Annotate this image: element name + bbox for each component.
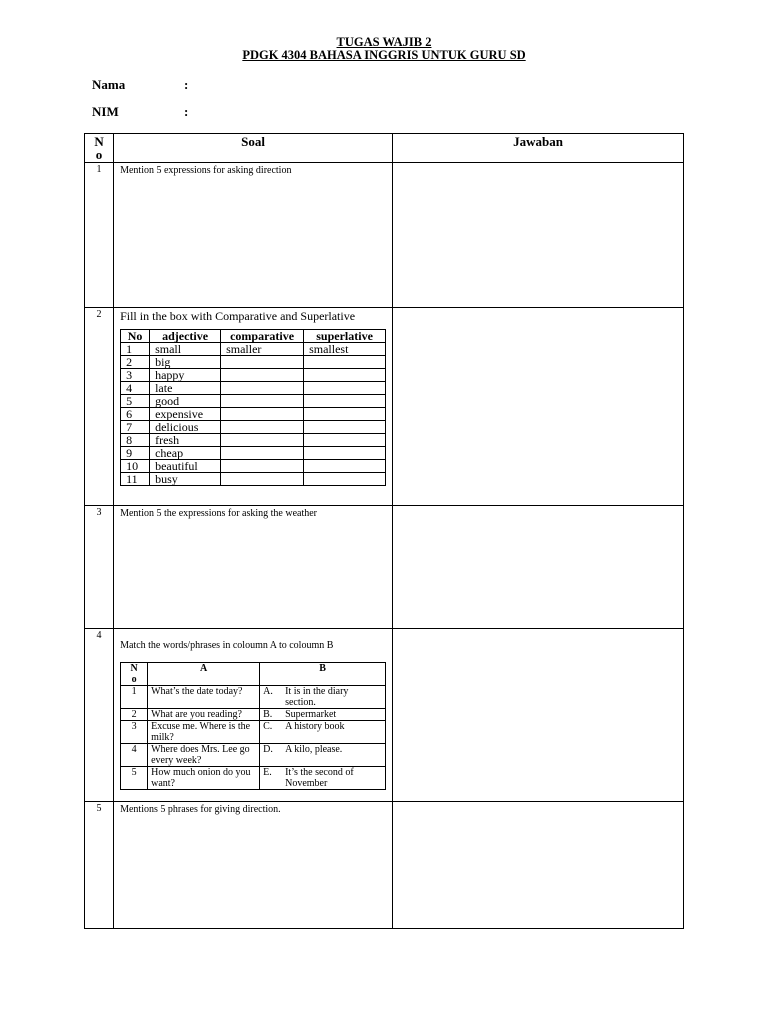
match-phrase-b: [260, 709, 386, 721]
match-no: 1: [121, 686, 148, 709]
question-number: 1: [85, 163, 114, 308]
adj-comparative[interactable]: [221, 356, 304, 369]
match-row: [121, 767, 386, 790]
question-text: Mention 5 the expressions for asking the weather: [120, 508, 317, 519]
match-header-b: B: [260, 663, 386, 686]
adj-no: 10: [121, 460, 150, 473]
adj-no: 1: [121, 343, 150, 356]
adj-comparative[interactable]: [221, 473, 304, 486]
adj-no: 7: [121, 421, 150, 434]
adj-no: 3: [121, 369, 150, 382]
match-letter: E.: [263, 767, 272, 778]
adj-no: 2: [121, 356, 150, 369]
match-phrase-b: [260, 686, 386, 709]
adj-no: 9: [121, 447, 150, 460]
adj-header-no: No: [121, 330, 150, 343]
match-answer-text: A history book: [285, 721, 345, 732]
question-number: 4: [85, 629, 114, 802]
adj-comparative[interactable]: [221, 447, 304, 460]
match-row: [121, 721, 386, 744]
nim-field: [92, 104, 189, 120]
answer-cell[interactable]: [393, 163, 684, 308]
adj-superlative[interactable]: [304, 421, 386, 434]
adj-word: late: [150, 382, 221, 395]
header-row: [85, 134, 684, 163]
adj-word: fresh: [150, 434, 221, 447]
match-answer-text: It is in the diary section.: [285, 686, 349, 708]
question-number: 3: [85, 506, 114, 629]
match-letter: A.: [263, 686, 273, 697]
match-header-no: N o: [121, 663, 148, 686]
match-phrase-a: Where does Mrs. Lee go every week?: [148, 744, 260, 767]
adjective-row: [121, 382, 386, 395]
assignment-title: TUGAS WAJIB 2: [336, 35, 432, 49]
adj-superlative[interactable]: [304, 382, 386, 395]
adjective-row: [121, 473, 386, 486]
match-row: [121, 709, 386, 721]
adjective-row: [121, 421, 386, 434]
adj-header-adjective: adjective: [150, 330, 221, 343]
adj-no: 11: [121, 473, 150, 486]
adj-word: good: [150, 395, 221, 408]
question-row-5: [85, 802, 684, 929]
match-no: 2: [121, 709, 148, 721]
adj-comparative[interactable]: smaller: [221, 343, 304, 356]
adj-no: 6: [121, 408, 150, 421]
match-letter: C.: [263, 721, 273, 732]
adj-comparative[interactable]: [221, 382, 304, 395]
match-phrase-b: [260, 721, 386, 744]
adjective-row: [121, 434, 386, 447]
adj-no: 4: [121, 382, 150, 395]
adjective-row: [121, 356, 386, 369]
adj-superlative[interactable]: smallest: [304, 343, 386, 356]
match-answer-text: A kilo, please.: [285, 744, 343, 755]
adj-word: busy: [150, 473, 221, 486]
question-number: 2: [85, 308, 114, 506]
match-phrase-a: How much onion do you want?: [148, 767, 260, 790]
match-phrase-a: What are you reading?: [148, 709, 260, 721]
nim-colon: :: [184, 104, 189, 119]
match-letter: D.: [263, 744, 273, 755]
question-text: Match the words/phrases in coloumn A to coloumn B: [120, 640, 334, 651]
match-no: 3: [121, 721, 148, 744]
adj-comparative[interactable]: [221, 460, 304, 473]
match-no: 5: [121, 767, 148, 790]
question-row-2: [85, 308, 684, 506]
match-phrase-b: [260, 767, 386, 790]
adjective-row: [121, 395, 386, 408]
adj-no: 5: [121, 395, 150, 408]
adj-superlative[interactable]: [304, 434, 386, 447]
question-text: Mention 5 expressions for asking direction: [120, 165, 292, 176]
adj-word: cheap: [150, 447, 221, 460]
adj-word: delicious: [150, 421, 221, 434]
match-letter: B.: [263, 709, 273, 720]
match-phrase-a: What’s the date today?: [148, 686, 260, 709]
adj-superlative[interactable]: [304, 447, 386, 460]
name-colon: :: [184, 77, 189, 92]
match-answer-text: Supermarket: [285, 709, 337, 720]
adjective-table: [120, 329, 386, 486]
answer-cell[interactable]: [393, 506, 684, 629]
match-answer-text: It’s the second of November: [285, 767, 354, 789]
answer-cell[interactable]: [393, 629, 684, 802]
adj-word: big: [150, 356, 221, 369]
adj-superlative[interactable]: [304, 395, 386, 408]
matching-table: [120, 662, 386, 790]
adj-word: happy: [150, 369, 221, 382]
adj-word: expensive: [150, 408, 221, 421]
match-row: [121, 686, 386, 709]
match-phrase-a: Excuse me. Where is the milk?: [148, 721, 260, 744]
assignment-table: [84, 133, 684, 929]
question-number: 5: [85, 802, 114, 929]
adjective-row: [121, 460, 386, 473]
adjective-row: [121, 447, 386, 460]
adj-header-comparative: comparative: [221, 330, 304, 343]
question-text: Mentions 5 phrases for giving direction.: [120, 804, 281, 815]
question-row-3: [85, 506, 684, 629]
adj-superlative[interactable]: [304, 408, 386, 421]
col-header-no: N o: [85, 134, 114, 163]
answer-cell[interactable]: [393, 802, 684, 929]
question-row-4: [85, 629, 684, 802]
adj-header-superlative: superlative: [304, 330, 386, 343]
adj-comparative[interactable]: [221, 421, 304, 434]
question-row-1: [85, 163, 684, 308]
adj-word: beautiful: [150, 460, 221, 473]
adj-superlative[interactable]: [304, 473, 386, 486]
nim-label: NIM: [92, 104, 119, 119]
match-no: 4: [121, 744, 148, 767]
adjective-row: [121, 343, 386, 356]
adj-word: small: [150, 343, 221, 356]
adj-no: 8: [121, 434, 150, 447]
adjective-row: [121, 408, 386, 421]
adjective-row: [121, 369, 386, 382]
match-phrase-b: [260, 744, 386, 767]
adj-comparative[interactable]: [221, 434, 304, 447]
answer-cell[interactable]: [393, 308, 684, 506]
adj-superlative[interactable]: [304, 369, 386, 382]
col-header-soal: Soal: [114, 134, 393, 163]
name-label: Nama: [92, 77, 126, 92]
question-text: Fill in the box with Comparative and Superlative: [120, 309, 356, 323]
adj-comparative[interactable]: [221, 408, 304, 421]
adj-comparative[interactable]: [221, 369, 304, 382]
adj-superlative[interactable]: [304, 356, 386, 369]
match-header-a: A: [148, 663, 260, 686]
adj-comparative[interactable]: [221, 395, 304, 408]
match-row: [121, 744, 386, 767]
name-field: [92, 77, 189, 93]
adj-superlative[interactable]: [304, 460, 386, 473]
col-header-jawaban: Jawaban: [393, 134, 684, 163]
course-title: PDGK 4304 BAHASA INGGRIS UNTUK GURU SD: [242, 48, 526, 62]
